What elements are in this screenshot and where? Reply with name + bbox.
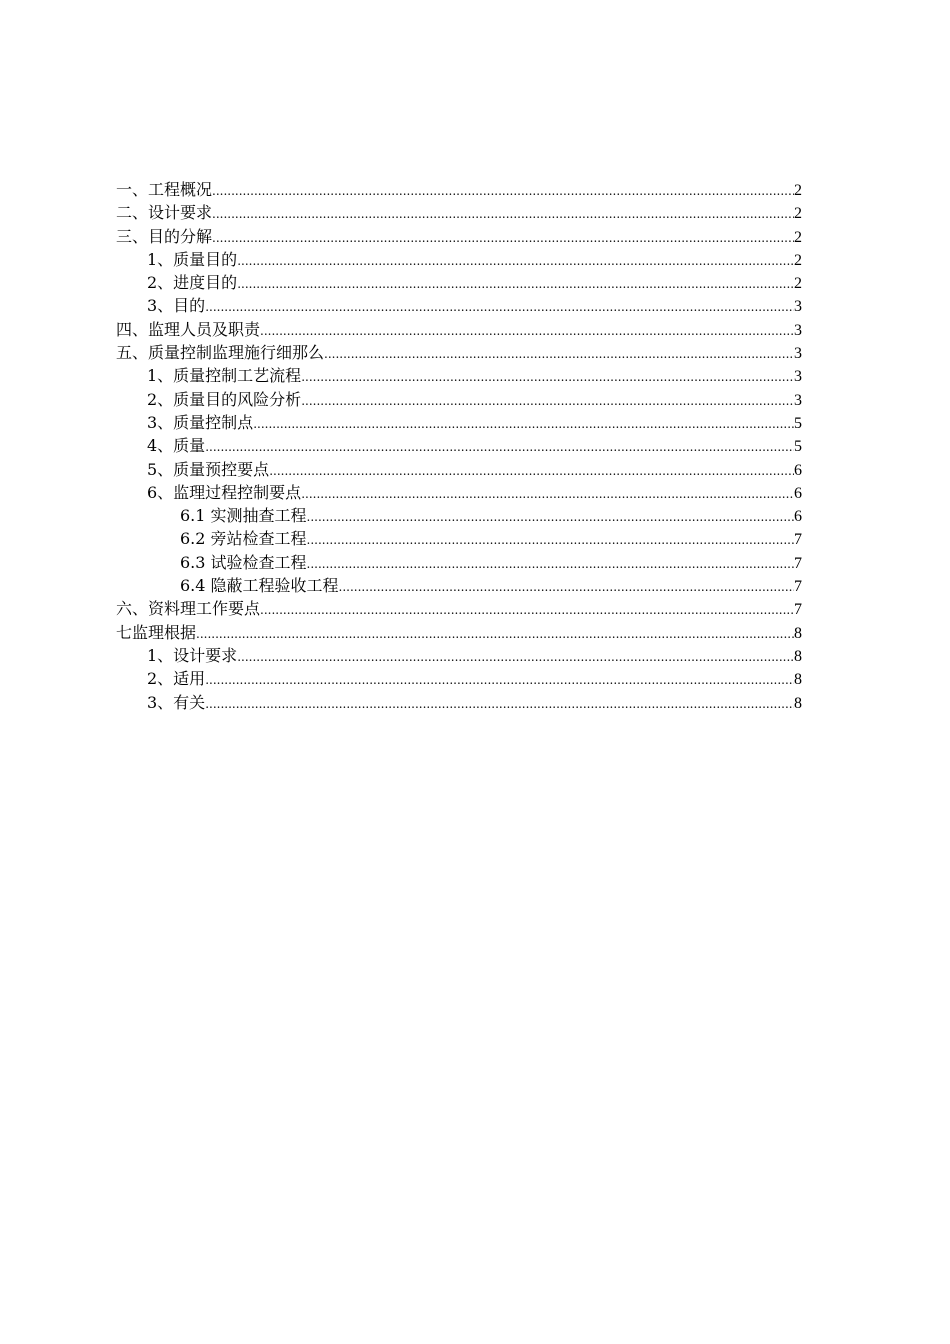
toc-entry-page: 7: [794, 601, 802, 619]
toc-leader-dots: [237, 250, 794, 273]
toc-leader-dots: [301, 390, 794, 413]
toc-leader-dots: [307, 529, 794, 552]
toc-leader-dots: [205, 436, 794, 459]
toc-entry-page: 3: [794, 321, 802, 339]
toc-entry-page: 8: [794, 671, 802, 689]
toc-entry-19[interactable]: [116, 597, 802, 620]
toc-entry-title: 1、质量控制工艺流程: [147, 366, 302, 386]
toc-entry-15[interactable]: [116, 504, 802, 527]
toc-entry-9[interactable]: [116, 364, 802, 387]
toc-entry-17[interactable]: [116, 551, 802, 574]
toc-leader-dots: [212, 180, 794, 203]
toc-leader-dots: [237, 273, 794, 296]
toc-entry-page: 3: [794, 345, 802, 363]
toc-leader-dots: [260, 320, 794, 343]
toc-entry-18[interactable]: [116, 574, 802, 597]
toc-leader-dots: [196, 623, 794, 646]
toc-entry-10[interactable]: [116, 388, 802, 411]
toc-entry-title: 4、质量: [147, 436, 206, 456]
toc-entry-page: 3: [794, 298, 802, 316]
toc-leader-dots: [301, 483, 794, 506]
toc-entry-12[interactable]: [116, 434, 802, 457]
toc-entry-title: 二、设计要求: [116, 203, 213, 223]
toc-entry-page: 3: [794, 368, 802, 386]
toc-entry-title: 五、质量控制监理施行细那么: [116, 343, 325, 363]
toc-leader-dots: [269, 460, 794, 483]
toc-entry-title: 6.4 隐蔽工程验收工程: [180, 576, 339, 596]
toc-entry-21[interactable]: [116, 644, 802, 667]
toc-entry-title: 6、监理过程控制要点: [147, 482, 302, 502]
toc-entry-11[interactable]: [116, 411, 802, 434]
toc-leader-dots: [301, 366, 794, 389]
toc-entry-page: 7: [794, 554, 802, 572]
toc-leader-dots: [307, 553, 794, 576]
toc-entry-title: 6.3 试验检查工程: [180, 552, 307, 572]
toc-entry-7[interactable]: [116, 318, 802, 341]
toc-entry-page: 2: [794, 251, 802, 269]
toc-entry-5[interactable]: [116, 271, 802, 294]
toc-entry-page: 6: [794, 508, 802, 526]
toc-entry-page: 7: [794, 531, 802, 549]
toc-entry-23[interactable]: [116, 691, 802, 714]
toc-leader-dots: [339, 576, 794, 599]
toc-entry-6[interactable]: [116, 294, 802, 317]
toc-entry-page: 8: [794, 624, 802, 642]
toc-leader-dots: [205, 296, 794, 319]
toc-entry-title: 6.1 实测抽查工程: [180, 506, 307, 526]
toc-entry-4[interactable]: [116, 248, 802, 271]
toc-entry-page: 7: [794, 578, 802, 596]
toc-entry-14[interactable]: [116, 481, 802, 504]
toc-entry-title: 1、质量目的: [147, 249, 238, 269]
toc-entry-1[interactable]: [116, 178, 802, 201]
toc-entry-page: 8: [794, 647, 802, 665]
toc-leader-dots: [253, 413, 794, 436]
toc-entry-title: 3、有关: [147, 692, 206, 712]
toc-entry-page: 2: [794, 228, 802, 246]
toc-entry-title: 2、质量目的风险分析: [147, 389, 302, 409]
toc-entry-page: 2: [794, 205, 802, 223]
toc-entry-title: 一、工程概况: [116, 180, 213, 199]
toc-leader-dots: [212, 227, 794, 250]
toc-entry-page: 3: [794, 391, 802, 409]
toc-entry-20[interactable]: [116, 621, 802, 644]
toc-leader-dots: [205, 669, 794, 692]
toc-entry-title: 七监理根据: [116, 622, 197, 642]
toc-leader-dots: [307, 506, 794, 529]
toc-entry-page: 6: [794, 461, 802, 479]
toc-leader-dots: [212, 203, 794, 226]
toc-entry-22[interactable]: [116, 667, 802, 690]
toc-entry-16[interactable]: [116, 527, 802, 550]
toc-entry-page: 6: [794, 484, 802, 502]
toc-entry-title: 1、设计要求: [147, 645, 238, 665]
toc-entry-title: 5、质量预控要点: [147, 459, 270, 479]
toc-entry-title: 3、目的: [147, 296, 206, 316]
toc-entry-page: 5: [794, 438, 802, 456]
toc-entry-title: 六、资料理工作要点: [116, 599, 261, 619]
toc-entry-3[interactable]: [116, 225, 802, 248]
toc-leader-dots: [205, 693, 794, 716]
toc-entry-13[interactable]: [116, 458, 802, 481]
toc-entry-title: 2、适用: [147, 669, 206, 689]
toc-entry-page: 8: [794, 694, 802, 712]
toc-entry-8[interactable]: [116, 341, 802, 364]
toc-entry-title: 2、进度目的: [147, 273, 238, 293]
toc-entry-page: 2: [794, 182, 802, 199]
toc-leader-dots: [324, 343, 794, 366]
toc-leader-dots: [237, 646, 794, 669]
toc-entry-title: 6.2 旁站检查工程: [180, 529, 307, 549]
toc-entry-page: 2: [794, 275, 802, 293]
toc-entry-title: 3、质量控制点: [147, 412, 254, 432]
toc-entry-page: 5: [794, 414, 802, 432]
toc-entry-2[interactable]: [116, 201, 802, 224]
toc-entry-title: 四、监理人员及职责: [116, 319, 261, 339]
table-of-contents: [116, 178, 802, 714]
toc-entry-title: 三、目的分解: [116, 226, 213, 246]
toc-leader-dots: [260, 599, 794, 622]
